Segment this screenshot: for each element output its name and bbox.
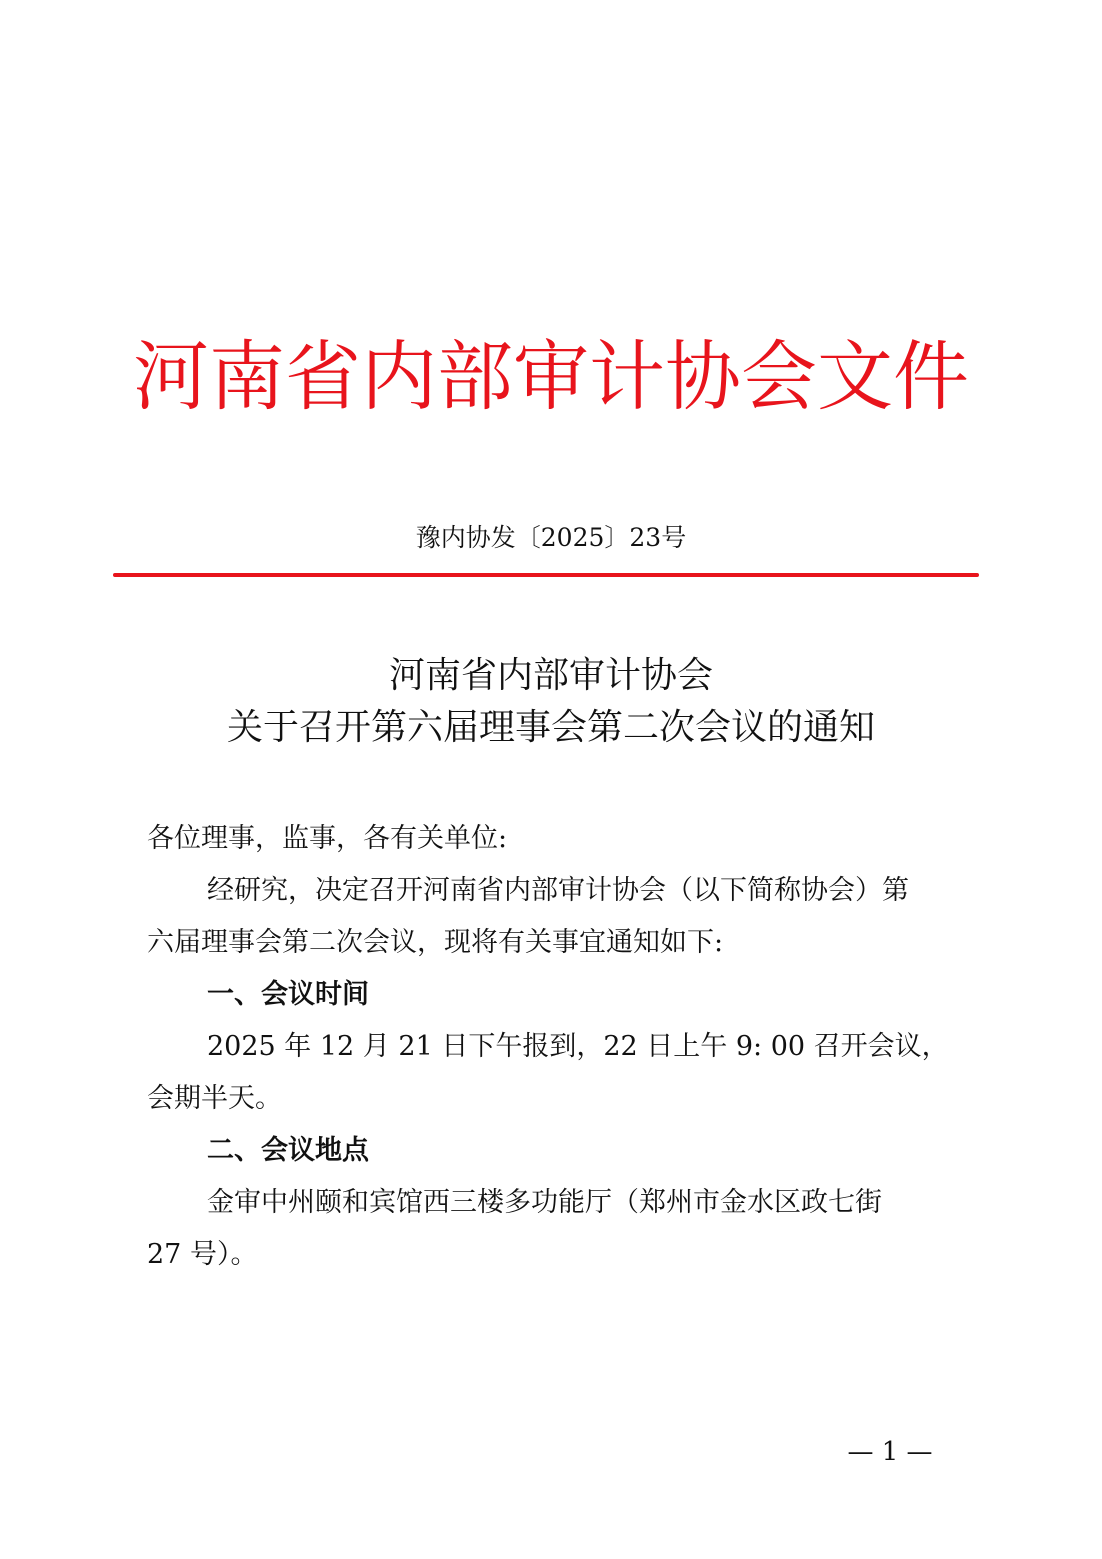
masthead-title: 河南省内部审计协会文件: [133, 332, 969, 421]
notice-title: [0, 650, 1102, 754]
meeting-time-line-2: 会期半天。: [147, 1083, 282, 1114]
intro-line-1: 经研究，决定召开河南省内部审计协会（以下简称协会）第: [207, 875, 909, 906]
section-heading-meeting-time: 一、会议时间: [207, 979, 369, 1010]
page-number: — 1 —: [847, 1437, 933, 1467]
meeting-venue-line-1: 金审中州颐和宾馆西三楼多功能厅（郑州市金水区政七街: [207, 1187, 882, 1218]
document-number: 豫内协发〔2025〕23号: [415, 523, 687, 552]
notice-title-line-2: 关于召开第六届理事会第二次会议的通知: [226, 707, 875, 748]
salutation: 各位理事，监事，各有关单位:: [147, 823, 508, 854]
notice-title-line-1: 河南省内部审计协会: [388, 655, 713, 696]
intro-line-2: 六届理事会第二次会议，现将有关事宜通知如下:: [147, 927, 724, 958]
red-divider-line: [113, 573, 979, 577]
section-heading-meeting-venue: 二、会议地点: [207, 1135, 369, 1166]
meeting-time-line-1: 2025 年 12 月 21 日下午报到，22 日上午 9: 00 召开会议，: [207, 1031, 949, 1062]
meeting-venue-line-2: 27 号）。: [147, 1239, 258, 1270]
